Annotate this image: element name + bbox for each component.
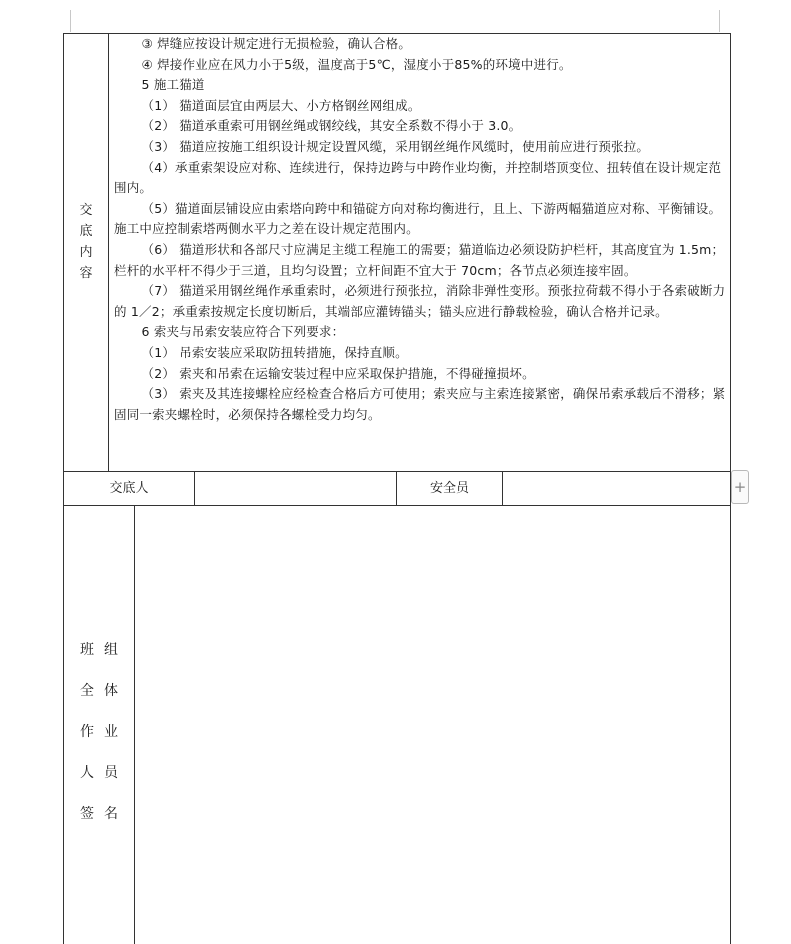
team-signature-label — [64, 630, 134, 835]
team-label-char: 人 — [80, 765, 94, 781]
content-section-label — [64, 200, 108, 284]
page-corner-mark-left — [70, 10, 71, 32]
safety-officer-label: 安全员 — [429, 481, 469, 496]
content-paragraph: （2） 索夹和吊索在运输安装过程中应采取保护措施，不得碰撞损坏。 — [141, 365, 535, 381]
label-char: 容 — [79, 266, 93, 281]
page-corner-mark-right — [719, 10, 720, 32]
team-signature-area[interactable] — [135, 506, 730, 944]
content-paragraph: （6） 猫道形状和各部尺寸应满足主缆工程施工的需要；猫道临边必须设防护栏杆，其高度宜为 1.5m；栏杆的水平杆不得少于三道，且均匀设置；立杆间距不宜大于 70cm；各节点必须连接牢固。 — [114, 241, 725, 278]
content-paragraph: （2） 猫道承重索可用钢丝绳或钢绞线，其安全系数不得小于 3.0。 — [141, 118, 522, 134]
team-label-char: 作 — [80, 724, 94, 740]
team-label-char: 签 — [80, 806, 94, 822]
team-label-char: 体 — [104, 683, 118, 699]
add-row-button[interactable]: + — [731, 470, 749, 504]
team-label-char: 组 — [104, 642, 118, 658]
label-char: 交 — [79, 203, 93, 218]
content-paragraph: ④ 焊接作业应在风力小于5级，温度高于5℃，湿度小于85%的环境中进行。 — [141, 56, 572, 72]
content-paragraph: （5）猫道面层铺设应由索塔向跨中和锚碇方向对称均衡进行，且上、下游两幅猫道应对称、平衡铺设。施工中应控制索塔两侧水平力之差在设计规定范围内。 — [114, 200, 722, 237]
content-paragraph: （4）承重索架设应对称、连续进行，保持边跨与中跨作业均衡，并控制塔顶变位、扭转值在设计规定范围内。 — [114, 159, 722, 196]
handover-person-field[interactable] — [195, 472, 396, 506]
team-label-char: 班 — [80, 642, 94, 658]
content-paragraph: （1） 猫道面层宜由两层大、小方格钢丝网组成。 — [141, 97, 421, 113]
team-label-char: 全 — [80, 683, 94, 699]
content-paragraph: （3） 索夹及其连接螺栓应经检查合格后方可使用；索夹应与主索连接紧密，确保吊索承载后不滑移；紧固同一索夹螺栓时，必须保持各螺栓受力均匀。 — [114, 386, 726, 422]
label-char: 底 — [79, 224, 93, 239]
team-label-char: 员 — [104, 765, 118, 781]
handover-person-label: 交底人 — [109, 481, 149, 496]
content-paragraph: 6 索夹与吊索安装应符合下列要求： — [141, 324, 345, 340]
content-paragraph: （3） 猫道应按施工组织设计规定设置风缆，采用钢丝绳作风缆时，使用前应进行预张拉。 — [141, 138, 650, 154]
content-paragraph: ③ 焊缝应按设计规定进行无损检验，确认合格。 — [141, 36, 412, 51]
team-label-char: 业 — [104, 724, 118, 740]
safety-officer-field[interactable] — [503, 472, 730, 506]
handover-content[interactable] — [114, 34, 726, 425]
content-paragraph: 5 施工猫道 — [141, 77, 205, 93]
team-label-char: 名 — [104, 806, 118, 822]
content-paragraph: （7） 猫道采用钢丝绳作承重索时，必须进行预张拉，消除非弹性变形。预张拉荷载不得小于各索破断力的 1／2；承重索按规定长度切断后，其端部应灌铸锚头；锚头应进行静载检验，确认合格并记录。 — [114, 283, 726, 319]
label-char: 内 — [79, 245, 93, 260]
content-paragraph: （1） 吊索安装应采取防扭转措施，保持直顺。 — [141, 344, 408, 360]
